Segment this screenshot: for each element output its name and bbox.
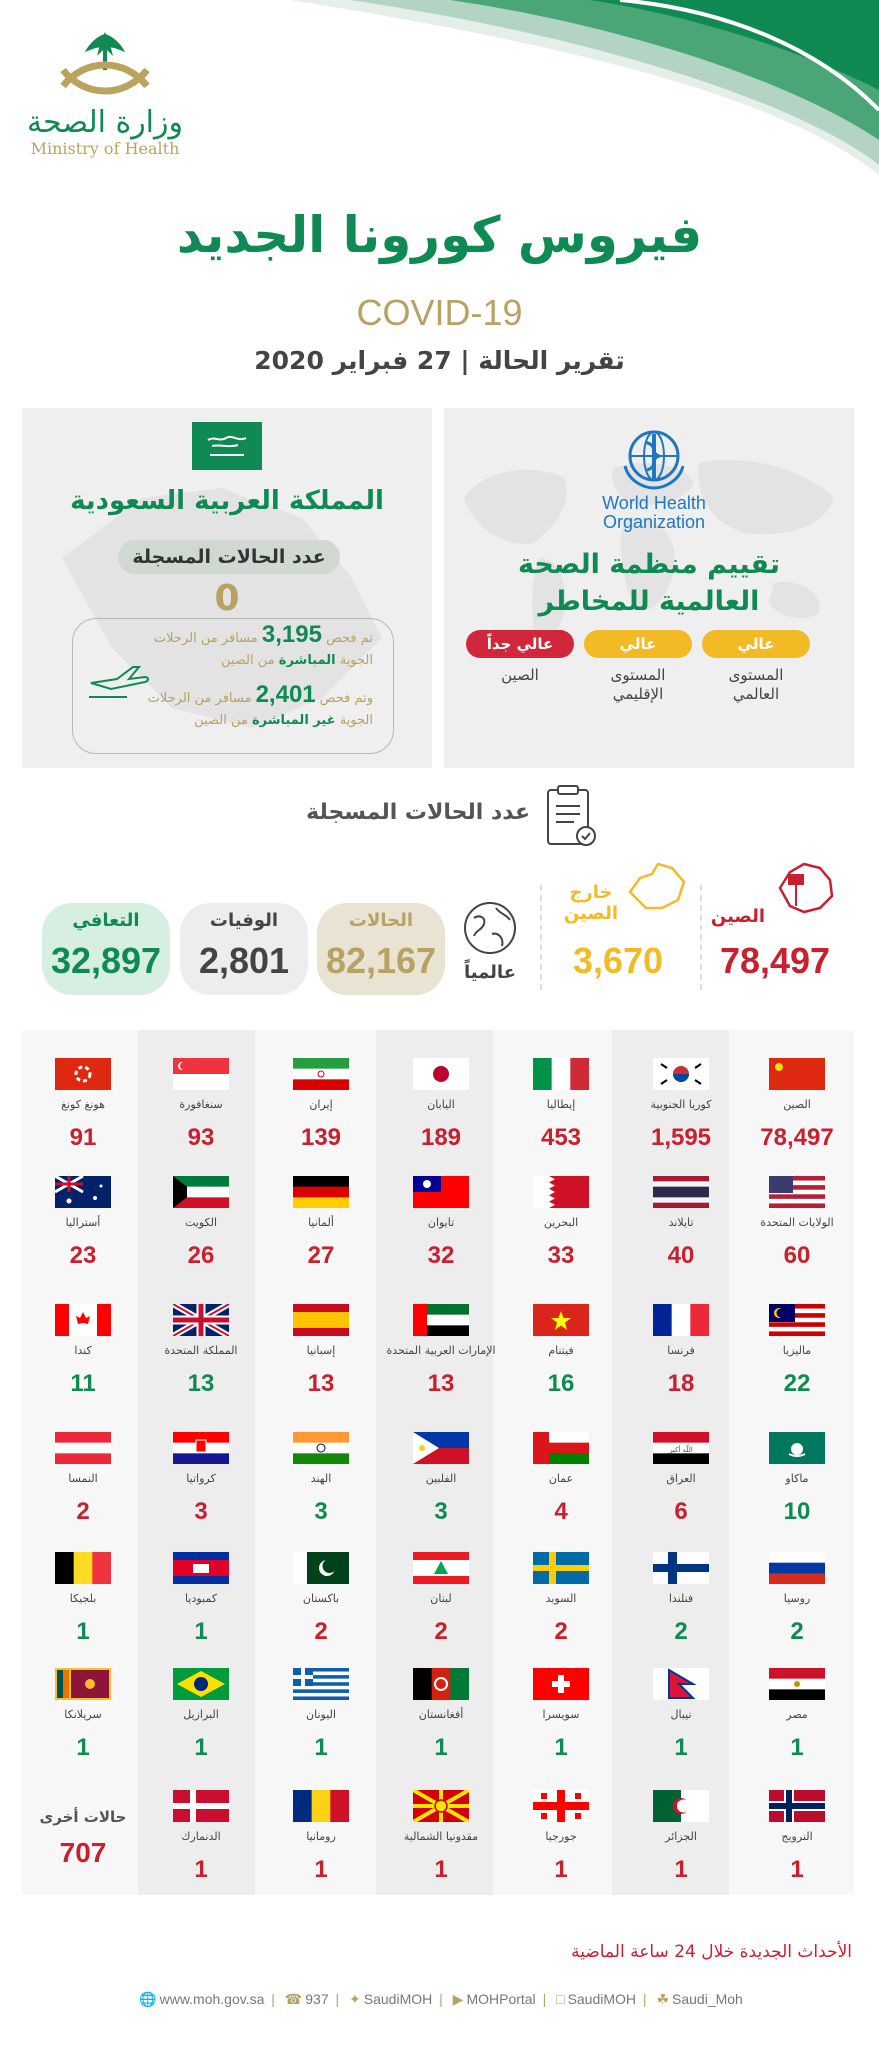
country-cases: 1 — [790, 1734, 804, 1761]
country-name: السويد — [545, 1592, 577, 1605]
globe-icon — [462, 900, 518, 956]
country-cell — [738, 1304, 856, 1398]
global-label: عالمياً — [464, 962, 516, 983]
romania-flag-icon — [293, 1790, 349, 1822]
country-cases: 13 — [187, 1370, 215, 1397]
country-name: روسيا — [783, 1592, 811, 1605]
country-cases: 11 — [70, 1370, 96, 1397]
country-cases: 23 — [69, 1242, 97, 1269]
global-deaths-value: 2,801 — [198, 940, 290, 981]
global-cases-value: 82,167 — [325, 940, 437, 981]
who-risk-panel — [444, 408, 854, 768]
country-name: لبنان — [430, 1592, 452, 1605]
country-cases: 27 — [307, 1242, 335, 1269]
country-name: ماكاو — [785, 1472, 809, 1485]
italy-flag-icon — [533, 1058, 589, 1090]
cambodia-flag-icon — [173, 1552, 229, 1584]
country-cell — [24, 1432, 142, 1526]
risk-label-china — [466, 666, 574, 685]
country-cell — [738, 1176, 856, 1270]
country-cases: 139 — [300, 1124, 342, 1151]
country-cell — [502, 1552, 620, 1646]
who-logo — [584, 426, 724, 536]
country-name: النمسا — [68, 1472, 98, 1485]
country-name: رومانيا — [306, 1830, 336, 1843]
separator: | — [542, 1991, 547, 2007]
who-heading-line2: العالمية للمخاطر — [538, 586, 760, 617]
philippines-flag-icon — [413, 1432, 469, 1464]
country-cell — [262, 1304, 380, 1398]
country-cases: 78,497 — [760, 1124, 834, 1151]
country-name: اليابان — [427, 1098, 455, 1111]
twitter-handle[interactable]: SaudiMOH — [363, 1991, 433, 2007]
country-cases: 1 — [434, 1856, 448, 1883]
bahrain-flag-icon — [533, 1176, 589, 1208]
country-name: نيبال — [670, 1708, 692, 1721]
country-cases: 1 — [674, 1734, 688, 1761]
clipboard-icon — [544, 784, 600, 850]
separator: | — [335, 1991, 340, 2007]
twitter-icon: ✦ — [349, 1991, 361, 2007]
who-name-2: Organization — [602, 512, 706, 532]
country-name: الدنمارك — [181, 1830, 221, 1843]
egypt-flag-icon — [769, 1668, 825, 1700]
country-cases: 3 — [194, 1498, 208, 1525]
country-cases: 40 — [667, 1242, 695, 1269]
snapchat-icon: ☘ — [656, 1991, 670, 2007]
ksa-cases-value: 0 — [214, 578, 240, 619]
finland-flag-icon — [653, 1552, 709, 1584]
separator: | — [439, 1991, 443, 2007]
risk-label-regional — [584, 666, 692, 704]
country-name: كرواتيا — [186, 1472, 216, 1485]
risk-label-regional-2: الإقليمي — [612, 685, 664, 703]
country-name: الهند — [310, 1472, 332, 1485]
global-recovered-value: 32,897 — [50, 940, 162, 981]
country-cases: 1 — [554, 1856, 568, 1883]
country-cases: 1 — [674, 1856, 688, 1883]
indirect-count: 2,401 — [255, 681, 316, 708]
summary-divider — [540, 885, 542, 990]
indirect-text-1: وتم فحص — [319, 691, 373, 706]
country-cell — [622, 1790, 740, 1884]
ksa-heading: المملكة العربية السعودية — [70, 486, 384, 516]
country-cell — [24, 1304, 142, 1398]
phone-number[interactable]: 937 — [305, 1991, 329, 2007]
direct-count: 3,195 — [261, 621, 322, 648]
footer-links — [0, 1991, 879, 2008]
iran-flag-icon — [293, 1058, 349, 1090]
country-cases: 60 — [783, 1242, 811, 1269]
country-name: مصر — [786, 1708, 808, 1721]
country-cases: 91 — [69, 1124, 97, 1151]
country-cell — [142, 1058, 260, 1152]
country-cell — [738, 1552, 856, 1646]
country-cell — [502, 1058, 620, 1152]
youtube-icon: ▶ — [452, 1991, 464, 2007]
country-cell — [738, 1058, 856, 1152]
country-cell — [142, 1668, 260, 1762]
country-cell — [262, 1790, 380, 1884]
country-name: اليونان — [306, 1708, 336, 1721]
country-name: إسبانيا — [306, 1344, 336, 1357]
country-cell — [142, 1552, 260, 1646]
country-cell — [142, 1432, 260, 1526]
country-name: المملكة المتحدة — [164, 1344, 238, 1357]
who-emblem-icon — [619, 426, 689, 490]
country-cases: 3 — [314, 1498, 328, 1525]
page-title: فيروس كورونا الجديد — [176, 206, 703, 264]
country-name: الفلبين — [425, 1472, 457, 1485]
indirect-emphasis: غير المباشرة — [251, 713, 336, 728]
country-cases: 3 — [434, 1498, 448, 1525]
direct-text-2: مسافر من الرحلات — [153, 631, 258, 646]
country-cases: 1 — [314, 1734, 328, 1761]
country-name: عمان — [548, 1472, 574, 1485]
country-cases: 2 — [790, 1618, 804, 1645]
country-cases: 1,595 — [650, 1124, 712, 1151]
malaysia-flag-icon — [769, 1304, 825, 1336]
footer-note: الأحداث الجديدة خلال 24 ساعة الماضية — [571, 1942, 852, 1962]
japan-flag-icon — [413, 1058, 469, 1090]
country-cases: 1 — [314, 1856, 328, 1883]
country-cases: 1 — [554, 1734, 568, 1761]
palm-swords-icon — [45, 26, 165, 106]
risk-label-global — [702, 666, 810, 704]
algeria-flag-icon — [653, 1790, 709, 1822]
france-flag-icon — [653, 1304, 709, 1336]
risk-label-regional-1: المستوى — [610, 666, 666, 684]
country-name: كندا — [74, 1344, 92, 1357]
china-flag-icon — [769, 1058, 825, 1090]
country-name: باكستان — [302, 1592, 340, 1605]
korea-flag-icon — [653, 1058, 709, 1090]
singapore-flag-icon — [173, 1058, 229, 1090]
facebook-icon: □ — [556, 1991, 565, 2007]
header-swoosh — [290, 0, 879, 175]
country-cases: 26 — [187, 1242, 215, 1269]
country-cell — [24, 1552, 142, 1646]
country-cell — [622, 1304, 740, 1398]
canada-flag-icon — [55, 1304, 111, 1336]
country-cases: 13 — [427, 1370, 455, 1397]
direct-flights-line1 — [153, 621, 373, 648]
risk-label-global-2: العالمي — [732, 685, 780, 703]
country-cases: 2 — [674, 1618, 688, 1645]
germany-flag-icon — [293, 1176, 349, 1208]
country-cases: 1 — [790, 1856, 804, 1883]
country-name: الولايات المتحدة — [760, 1216, 834, 1229]
country-name: جورجيا — [545, 1830, 577, 1843]
country-cases: 93 — [187, 1124, 215, 1151]
country-name: إيران — [309, 1098, 333, 1111]
country-cases: 10 — [783, 1498, 811, 1525]
website-link[interactable]: www.moh.gov.sa — [159, 1991, 265, 2007]
direct-text-3: الجوية — [339, 653, 373, 668]
outside-label-1: خارج — [569, 882, 613, 903]
facebook-handle[interactable]: SaudiMOH — [567, 1991, 637, 2007]
country-name: هونغ كونغ — [61, 1098, 105, 1111]
outside-china-label — [556, 882, 626, 924]
country-name: الصين — [783, 1098, 811, 1111]
risk-label-global-1: المستوى — [728, 666, 784, 684]
indirect-text-4: من الصين — [194, 713, 248, 728]
country-name: تايلاند — [668, 1216, 694, 1229]
direct-emphasis: المباشرة — [278, 653, 336, 668]
ministry-name-en: Ministry of Health — [30, 139, 180, 158]
youtube-handle[interactable]: MOHPortal — [466, 1991, 536, 2007]
global-recovered-label: التعافي — [72, 910, 140, 931]
macedonia-flag-icon — [413, 1790, 469, 1822]
country-cases: 189 — [420, 1124, 462, 1151]
country-name: فيتنام — [548, 1344, 574, 1357]
country-cell — [622, 1668, 740, 1762]
separator: | — [642, 1991, 647, 2007]
country-cases: 1 — [434, 1734, 448, 1761]
china-map-icon — [770, 858, 840, 918]
china-total: 78,497 — [719, 940, 831, 981]
country-cell — [382, 1790, 500, 1884]
hongkong-flag-icon — [55, 1058, 111, 1090]
denmark-flag-icon — [173, 1790, 229, 1822]
report-date: تقرير الحالة | 27 فبراير 2020 — [254, 346, 625, 375]
nepal-flag-icon — [653, 1668, 709, 1700]
country-cases: 33 — [547, 1242, 575, 1269]
who-name-1: World Health — [602, 493, 706, 513]
other-cases-label: حالات أخرى — [39, 1808, 127, 1826]
country-cell — [502, 1790, 620, 1884]
country-cell — [24, 1668, 142, 1762]
greece-flag-icon — [293, 1668, 349, 1700]
country-cases: 2 — [76, 1498, 90, 1525]
country-name: الكويت — [184, 1216, 218, 1229]
lebanon-flag-icon — [413, 1552, 469, 1584]
country-cell — [142, 1176, 260, 1270]
country-cell — [142, 1304, 260, 1398]
ministry-logo — [20, 26, 190, 172]
pakistan-flag-icon — [293, 1552, 349, 1584]
indirect-text-2: مسافر من الرحلات — [147, 691, 252, 706]
country-cell — [24, 1058, 142, 1152]
country-name: العراق — [666, 1472, 696, 1485]
indirect-flights-line2 — [194, 711, 373, 730]
global-cases-label: الحالات — [348, 910, 414, 931]
who-heading-line1: تقييم منظمة الصحة — [518, 549, 780, 580]
norway-flag-icon — [769, 1790, 825, 1822]
country-cell — [262, 1058, 380, 1152]
country-cell — [502, 1432, 620, 1526]
thailand-flag-icon — [653, 1176, 709, 1208]
sweden-flag-icon — [533, 1552, 589, 1584]
country-cell — [622, 1432, 740, 1526]
ksa-panel — [22, 408, 432, 768]
snapchat-handle[interactable]: Saudi_Moh — [672, 1991, 743, 2007]
country-name: تايوان — [427, 1216, 455, 1229]
direct-flights-line2 — [221, 651, 373, 670]
vietnam-flag-icon — [533, 1304, 589, 1336]
iraq-flag-icon — [653, 1432, 709, 1464]
indirect-text-3: الجوية — [339, 713, 373, 728]
ksa-cases-label: عدد الحالات المسجلة — [118, 540, 340, 574]
country-cell — [382, 1552, 500, 1646]
country-cell — [262, 1432, 380, 1526]
russia-flag-icon — [769, 1552, 825, 1584]
globe-icon: 🌐 — [139, 1991, 157, 2007]
country-name: الإمارات العربية المتحدة — [386, 1344, 496, 1357]
country-cell — [502, 1668, 620, 1762]
country-cases: 2 — [554, 1618, 568, 1645]
country-cell — [262, 1176, 380, 1270]
country-cell — [622, 1176, 740, 1270]
country-name: بلجيكا — [69, 1592, 97, 1605]
country-name: أفغانستان — [418, 1708, 464, 1721]
other-cases-cell — [24, 1803, 142, 1871]
country-name: سويسرا — [542, 1708, 580, 1721]
country-name: فنلندا — [668, 1592, 694, 1605]
india-flag-icon — [293, 1432, 349, 1464]
belgium-flag-icon — [55, 1552, 111, 1584]
country-name: أستراليا — [65, 1216, 101, 1229]
country-cell — [622, 1058, 740, 1152]
separator: | — [271, 1991, 275, 2007]
country-cell — [738, 1432, 856, 1526]
country-name: ماليزيا — [782, 1344, 812, 1357]
country-cases: 18 — [667, 1370, 695, 1397]
country-cell — [262, 1552, 380, 1646]
country-cell — [502, 1176, 620, 1270]
risk-level-china: عالي جداً — [466, 630, 574, 658]
risk-label-china-1: الصين — [501, 666, 539, 684]
outside-china-total: 3,670 — [572, 940, 664, 981]
country-cell — [262, 1668, 380, 1762]
country-cases: 1 — [194, 1734, 208, 1761]
georgia-flag-icon — [533, 1790, 589, 1822]
who-heading — [444, 546, 854, 620]
country-cases: 1 — [76, 1734, 90, 1761]
switzerland-flag-icon — [533, 1668, 589, 1700]
country-cases: 22 — [783, 1370, 811, 1397]
country-name: إيطاليا — [546, 1098, 576, 1111]
croatia-flag-icon — [173, 1432, 229, 1464]
ministry-name-ar: وزارة الصحة — [27, 105, 183, 140]
country-cell — [622, 1552, 740, 1646]
risk-level-global: عالي — [702, 630, 810, 658]
srilanka-flag-icon — [55, 1668, 111, 1700]
country-cases: 13 — [307, 1370, 335, 1397]
country-name: النرويج — [781, 1830, 813, 1843]
country-name: سريلانكا — [64, 1708, 102, 1721]
afghanistan-flag-icon — [413, 1668, 469, 1700]
country-cell — [502, 1304, 620, 1398]
summary-divider — [700, 885, 702, 990]
phone-icon: ☎ — [284, 1991, 303, 2007]
direct-text-4: من الصين — [220, 653, 275, 668]
country-cases: 2 — [314, 1618, 328, 1645]
spain-flag-icon — [293, 1304, 349, 1336]
china-label: الصين — [710, 906, 766, 927]
country-cell — [382, 1432, 500, 1526]
country-cases: 16 — [547, 1370, 575, 1397]
country-cell — [382, 1176, 500, 1270]
macau-flag-icon — [769, 1432, 825, 1464]
country-cases: 32 — [427, 1242, 455, 1269]
airplane-icon — [87, 661, 149, 701]
other-cases-value: 707 — [59, 1837, 107, 1868]
svg-text:اللّه أكبر: اللّه أكبر — [669, 1446, 693, 1454]
ksa-screening-box — [72, 618, 394, 754]
page-subtitle: COVID-19 — [356, 292, 523, 333]
country-cell — [382, 1058, 500, 1152]
uk-flag-icon — [173, 1304, 229, 1336]
outside-china-map-icon — [622, 858, 692, 918]
australia-flag-icon — [55, 1176, 111, 1208]
country-name: كوريا الجنوبية — [650, 1098, 712, 1111]
kuwait-flag-icon — [173, 1176, 229, 1208]
counts-heading: عدد الحالات المسجلة — [306, 800, 530, 825]
country-cases: 1 — [76, 1618, 90, 1645]
oman-flag-icon — [533, 1432, 589, 1464]
taiwan-flag-icon — [413, 1176, 469, 1208]
country-cell — [142, 1790, 260, 1884]
outside-label-2: الصين — [563, 903, 619, 924]
austria-flag-icon — [55, 1432, 111, 1464]
saudi-flag-icon — [192, 422, 262, 470]
global-deaths-label: الوفيات — [209, 910, 279, 931]
country-cases: 1 — [194, 1618, 208, 1645]
country-cases: 2 — [434, 1618, 448, 1645]
country-cases: 4 — [554, 1498, 568, 1525]
country-name: مقدونيا الشمالية — [403, 1830, 479, 1843]
country-cell — [382, 1668, 500, 1762]
country-cases: 1 — [194, 1856, 208, 1883]
country-cell — [738, 1790, 856, 1884]
country-cell — [738, 1668, 856, 1762]
uae-flag-icon — [413, 1304, 469, 1336]
risk-level-regional: عالي — [584, 630, 692, 658]
country-name: فرنسا — [667, 1344, 695, 1357]
country-cell — [24, 1176, 142, 1270]
direct-text-1: تم فحص — [326, 631, 373, 646]
country-name: ألمانيا — [308, 1216, 334, 1229]
country-name: البرازيل — [183, 1708, 219, 1721]
country-cell — [382, 1304, 500, 1398]
usa-flag-icon — [769, 1176, 825, 1208]
country-name: كمبوديا — [185, 1592, 217, 1605]
country-cases: 453 — [540, 1124, 582, 1151]
brazil-flag-icon — [173, 1668, 229, 1700]
country-name: سنغافورة — [179, 1098, 223, 1111]
country-name: الجزائر — [665, 1830, 697, 1843]
country-cases: 6 — [674, 1498, 688, 1525]
indirect-flights-line1 — [147, 681, 373, 708]
country-name: البحرين — [543, 1216, 579, 1229]
